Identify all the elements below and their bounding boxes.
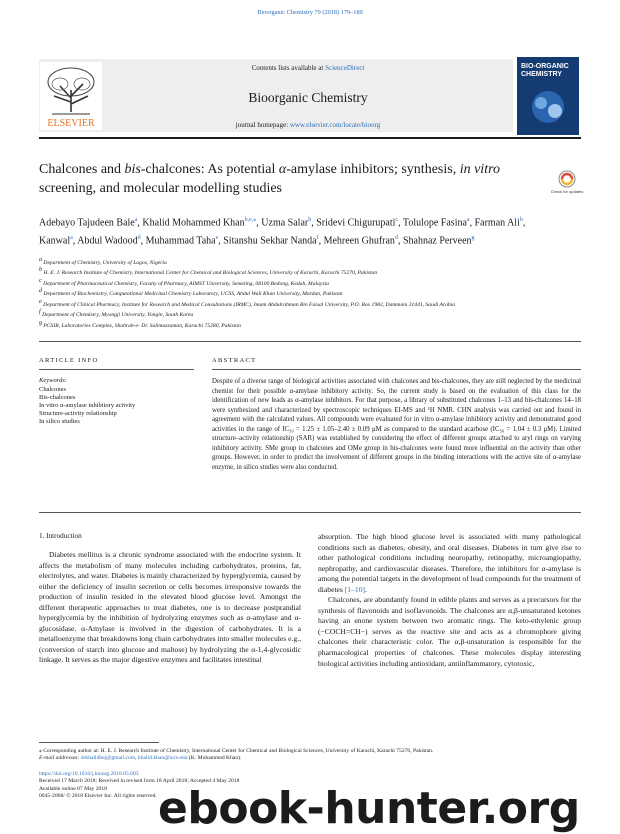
- cover-title: BIO-ORGANIC CHEMISTRY: [521, 63, 569, 78]
- affiliation-item: [39, 267, 581, 277]
- affiliation-item: [39, 278, 581, 288]
- author-affiliation-marker[interactable]: b: [519, 217, 523, 223]
- copyright: 0045-2068/ © 2018 Elsevier Inc. All rights reserved.: [39, 792, 157, 799]
- intro-paragraph: Chalcones, are abundantly found in edible plants and serves as a precursors for the synthesis of flavonoids and isoflavonoids. The chalcones are α,β-unsaturated ketones having an enone system between two aromatic rings. The keto-ethylenic group (−COCH=CH−) serves as the reactive site and acts as a chromophore giving chalcones their characteristic color. The α,β-unsaturation is responsible for the pharmacological properties of chalcones. These molecules display interesting biological activities including antioxidant, antiinflammatory, cytotoxic,: [318, 595, 581, 668]
- affiliation-marker: a: [39, 257, 42, 263]
- email-link[interactable]: drkhalidhej@gmail.com: [80, 755, 136, 762]
- author-name: Mehreen Ghufran: [323, 235, 395, 247]
- affiliation-list: [39, 257, 581, 330]
- intro-paragraph-continued: absorption. The high blood glucose level is associated with many pathological conditions such as diabetes, obesity, and oral diseases. Diabetes in turn give rise to other pathological conditions including neuropathy, retinopathy, microangiopathy, nephropathy, and cardiovascular diseases. Therefore, the inhibitors for α-amylase is among the potential targets in the development of lead compounds for the treatment of diabetes [1–10].: [318, 532, 581, 594]
- affiliation-marker: e: [39, 298, 42, 305]
- author-affiliation-marker[interactable]: a: [134, 217, 138, 223]
- reference-link[interactable]: [1–10]: [344, 584, 366, 594]
- footnote-emails: E-mail addresses: drkhalidhej@gmail.com, khalid.khan@iccs.edu (K. Mohammed Khan).: [39, 755, 242, 762]
- abstract-text: Despite of a diverse range of biological activities associated with chalcones and bis-chalcones, they are still neglected by the medicinal chemist for their possible α-amylase inhibitory activity. So, the current study is based on the evaluation of this class for the identification of new leads as α-amylase inhibitors. For that purpose, a library of substituted chalcones 1–13 and bis-chalcones 14–18 were synthesized and characterized by spectroscopic techniques EI-MS and ¹H NMR. CHN analysis was carried out and found in agreement with the calculated values. All compounds were evaluated for in vitro α-amylase inhibitory activity and demonstrated good activities in the range of IC₅₀ = 1.25 ± 1.05–2.40 ± 0.09 μM as compared to the standard acarbose (IC₅₀ = 1.04 ± 0.3 μM). Limited structure–activity relationship (SAR) was established by considering the effect of different groups attached to aryl rings on varying inhibitory activity. SMe group in chalcones and OMe group in bis-chalcones were found more influential on the activity than other groups. However, in order to predict the involvement of different groups in the binding interactions with the active site of α-amylase enzyme, in silico studies were also conducted.: [212, 378, 581, 471]
- author-name: Farman Ali: [474, 217, 520, 229]
- author-name: Kanwal: [39, 235, 71, 247]
- author-name: Adebayo Tajudeen Bale: [39, 217, 135, 229]
- author-affiliation-marker[interactable]: d: [394, 234, 398, 241]
- keyword-item: In silico studies: [39, 418, 80, 426]
- author-affiliation-marker[interactable]: b,e,⁎: [244, 217, 257, 223]
- author-name: Uzma Salar: [261, 217, 309, 229]
- keyword-item: Chalcones: [39, 386, 67, 393]
- affiliation-item: [39, 309, 581, 319]
- badge-text: Check for updates: [550, 189, 584, 194]
- affiliation-item: [39, 320, 581, 330]
- affiliation-text: Department of Clinical Pharmacy, Institute for Research and Medical Consultations (IRMC), Imam Abdulrahman Bin Faisal University, P.O. Box 1982, Dammam 31441, Saudi Arabia: [41, 301, 456, 308]
- author-name: Muhammad Taha: [145, 235, 216, 247]
- affiliation-marker: g: [39, 319, 42, 326]
- author-name: Tolulope Fasina: [402, 217, 467, 229]
- article-info-rule: [39, 369, 194, 370]
- abstract-bottom-rule: [39, 512, 581, 513]
- affiliation-item: [39, 299, 581, 309]
- affiliation-text: Department of Chemistry, Myongji University, Yongin, South Korea: [40, 312, 194, 319]
- author-name: Shahnaz Perveen: [402, 235, 472, 247]
- elsevier-logo: [40, 62, 102, 130]
- affiliation-rule: [39, 341, 581, 342]
- contents-availability: [104, 64, 512, 72]
- available-online: Available online 07 May 2018: [39, 785, 107, 792]
- check-for-updates-badge[interactable]: [550, 169, 584, 201]
- journal-cover-image: [517, 57, 579, 135]
- journal-title: Bioorganic Chemistry: [248, 90, 368, 105]
- affiliation-marker: d: [39, 288, 42, 295]
- keyword-item: Bis-chalcones: [39, 394, 76, 402]
- author-name: Abdul Wadood: [77, 235, 138, 247]
- abstract-rule: [212, 369, 581, 370]
- watermark-text: ebook-hunter.org: [158, 783, 580, 834]
- elsevier-wordmark: ELSEVIER: [47, 118, 95, 129]
- author-name: Sitanshu Sekhar Nanda: [223, 235, 317, 247]
- author-affiliation-marker[interactable]: b: [308, 217, 312, 223]
- author-affiliation-marker[interactable]: a: [70, 234, 73, 241]
- affiliation-item: [39, 257, 581, 267]
- article-info-heading: ARTICLE INFO: [39, 357, 99, 364]
- contents-prefix: Contents lists available at: [251, 64, 326, 72]
- corresponding-author-footnote: [39, 748, 581, 763]
- keyword-item: Structure-activity relationship: [39, 410, 117, 418]
- affiliation-item: [39, 288, 581, 298]
- header-rule: [39, 137, 581, 139]
- affiliation-marker: c: [39, 277, 42, 284]
- intro-left-column: [39, 550, 301, 666]
- author-affiliation-marker[interactable]: f: [316, 234, 319, 241]
- journal-citation[interactable]: Bioorganic Chemistry 79 (2018) 179–189: [257, 9, 363, 16]
- journal-homepage: [104, 121, 512, 129]
- author-list: Adebayo Tajudeen Bale$^a$, Khalid Mohammed Khan$^{b,e,⁎}$, Uzma Salar$^b$, Sridevi Chigurupati$^c$, Tolulope Fasina$^a$, Farman Ali$^b$, Kanwal$^a$, Abdul Wadood$^d$, Muhammad Taha$^e$, Sitanshu Sekhar Nanda$^f$, Mehreen Ghufran$^d$, Shahnaz Perveen$^g$: [39, 217, 526, 247]
- footnote-text: ⁎ Corresponding author at: H. E. J. Research Institute of Chemistry, International Center for Chemical and Biological Sciences, University of Karachi, Karachi 75270, Pakistan.: [39, 748, 434, 754]
- sciencedirect-link[interactable]: ScienceDirect: [325, 64, 365, 72]
- homepage-label: journal homepage:: [235, 121, 290, 129]
- author-name: Sridevi Chigurupati: [316, 217, 396, 229]
- article-title: Chalcones and bis-chalcones: As potential α-amylase inhibitors; synthesis, in vitro screening, and molecular modelling studies: [39, 162, 501, 196]
- homepage-link[interactable]: www.elsevier.com/locate/bioorg: [289, 121, 381, 129]
- received-dates: Received 17 March 2018; Received in revised form 18 April 2018; Accepted 4 May 2018: [39, 778, 240, 785]
- keyword-list: [39, 386, 189, 426]
- author-name: Khalid Mohammed Khan: [142, 217, 245, 229]
- author-affiliation-marker[interactable]: a: [466, 217, 470, 223]
- affiliation-text: PCSIR, Laboratories Complex, Shahrah-e- Dr. Salimuzzaman, Karachi 75280, Pakistan: [42, 322, 241, 329]
- intro-heading: 1. Introduction: [39, 532, 82, 540]
- author-affiliation-marker[interactable]: c: [395, 217, 399, 223]
- doi-link[interactable]: https://doi.org/10.1016/j.bioorg.2018.05.003: [39, 771, 139, 777]
- affiliation-text: Department of Pharmaceutical Chemistry, Faculty of Pharmacy, AIMST University, Semeling, 08100 Bedong, Kedah, Malaysia: [41, 280, 329, 287]
- affiliation-text: Department of Chemistry, University of Lagos, Nigeria: [42, 259, 167, 266]
- affiliation-marker: b: [39, 267, 42, 274]
- affiliation-text: H. E. J. Research Institute of Chemistry, International Center for Chemical and Biological Sciences, University of Karachi, Karachi 75270, Pakistan: [42, 270, 378, 277]
- intro-paragraph: Diabetes mellitus is a chronic syndrome associated with the endocrine system. It affects the metabolism of many molecules including carbohydrates, proteins, fat, electrolytes, and water. Diabetes is mainly characterized by hyperglycemia, caused by either the deficiency of insulin secretion or cells becomes irresponsive towards the production of insulin resided in the elevated blood glucose level. Amongst the different therapeutic approaches to treat diabetes, one is to decrease postprandial hyperglycemia by the inhibition of hydrolyzing enzymes such as α-amylase and α-glucosidase. α-Amylase is involved in the digestion of carbohydrates. It is a metalloenzyme that breakdowns long chain carbohydrates into smaller molecules e.g., (conversion of starch into glucose and maltose) by hydrolyzing the α-1,4-glycosidic linkage. It serves as the major digestive enzymes and facilitates intestinal: [39, 550, 301, 665]
- keywords-label: Keywords:: [39, 377, 67, 384]
- cover-art: [523, 85, 573, 129]
- abstract-heading: ABSTRACT: [212, 357, 257, 364]
- author-affiliation-marker[interactable]: d: [137, 234, 141, 241]
- author-affiliation-marker[interactable]: g: [471, 234, 475, 241]
- author-affiliation-marker[interactable]: e: [215, 234, 219, 241]
- email-link[interactable]: khalid.khan@iccs.edu: [137, 755, 188, 762]
- intro-right-column: [318, 532, 581, 669]
- affiliation-text: Department of Biochemistry, Computational Medicinal Chemistry Laboratory, UCSS, Abdul Wali Khan University, Mardan, Pakistan: [42, 291, 343, 298]
- footnote-rule: [39, 742, 159, 743]
- affiliation-marker: f: [39, 309, 41, 316]
- keyword-item: In vitro α-amylase inhibitory activity: [39, 402, 136, 410]
